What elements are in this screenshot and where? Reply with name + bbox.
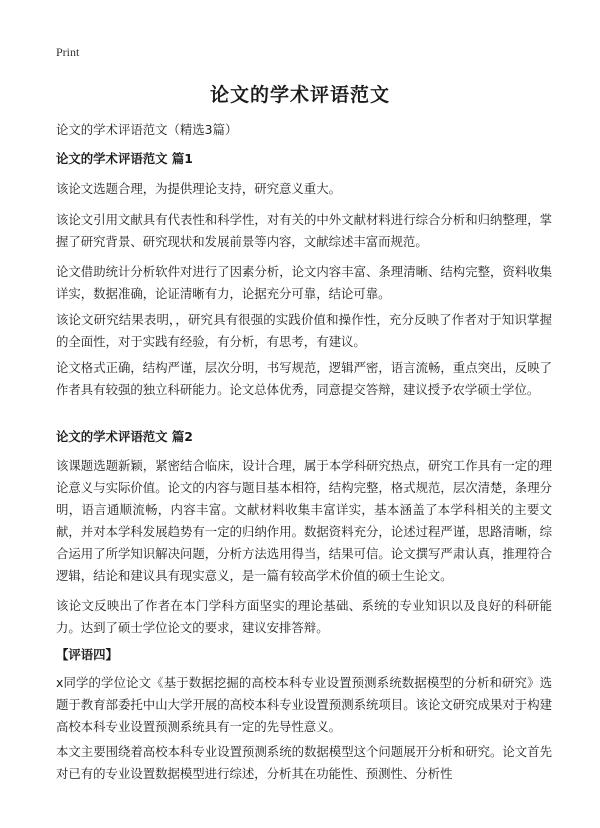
section3-paragraph-2: 本文主要围绕着高校本科专业设置预测系统的数据模型这个问题展开分析和研究。论文首先对已有的专业设置数据模型进行综述，分析其在功能性、预测性、分析性 (56, 744, 552, 781)
section3-heading: 【评语四】 (56, 647, 118, 662)
section1-paragraph-5: 论文格式正确，结构严谨，层次分明，书写规范，逻辑严密，语言流畅，重点突出，反映了作者具有较强的独立科研能力。论文总体优秀，同意提交答辩，建议授予农学硕士学位。 (56, 360, 552, 397)
section2-paragraph-2: 该论文反映出了作者在本门学科方面坚实的理论基础、系统的专业知识以及良好的科研能力。达到了硕士学位论文的要求，建议安排答辩。 (56, 598, 552, 635)
section2-paragraph-1: 该课题选题新颖，紧密结合临床，设计合理，属于本学科研究热点，研究工作具有一定的理论意义与实际价值。论文的内容与题目基本相符，结构完整，格式规范，层次清楚，条理分明，语言通顺流畅，内容丰富。文献材料收集丰富详实，基本涵盖了本学科相关的主要文献，并对本学科发展趋势有一定的归纳作用。数据资料充分，论述过程严谨，思路清晰，综合运用了所学知识解决问题，分析方法选用得当，结果可信。论文撰写严肃认真，推理符合逻辑，结论和建议具有现实意义，是一篇有较高学术价值的硕士生论文。 (56, 458, 552, 583)
section2-heading: 论文的学术评语范文 篇2 (56, 429, 193, 444)
section1-paragraph-1: 该论文选题合理，为提供理论支持，研究意义重大。 (56, 181, 341, 196)
section1-paragraph-4: 该论文研究结果表明，，研究具有很强的实践价值和操作性，充分反映了作者对于知识掌握的全面性，对于实践有经验，有分析，有思考，有建议。 (56, 312, 552, 349)
section1-paragraph-2: 该论文引用文献具有代表性和科学性，对有关的中外文献材料进行综合分析和归纳整理，掌握了研究背景、研究现状和发展前景等内容，文献综述丰富而规范。 (56, 212, 552, 249)
page-title: 论文的学术评语范文 (209, 84, 390, 106)
section1-heading: 论文的学术评语范文 篇1 (56, 151, 193, 166)
section1-paragraph-3: 论文借助统计分析软件对进行了因素分析，论文内容丰富、条理清晰、结构完整，资料收集详实，数据准确，论证清晰有力，论据充分可靠，结论可靠。 (56, 264, 552, 301)
print-label: Print (56, 45, 80, 59)
intro-line: 论文的学术评语范文（精选3篇） (56, 122, 238, 137)
section3-paragraph-1: x同学的学位论文《基于数据挖掘的高校本科专业设置预测系统数据模型的分析和研究》选题于教育部委托中山大学开展的高校本科专业设置预测系统项目。该论文研究成果对于构建高校本科专业设置预测系统具有一定的先导性意义。 (56, 675, 552, 734)
